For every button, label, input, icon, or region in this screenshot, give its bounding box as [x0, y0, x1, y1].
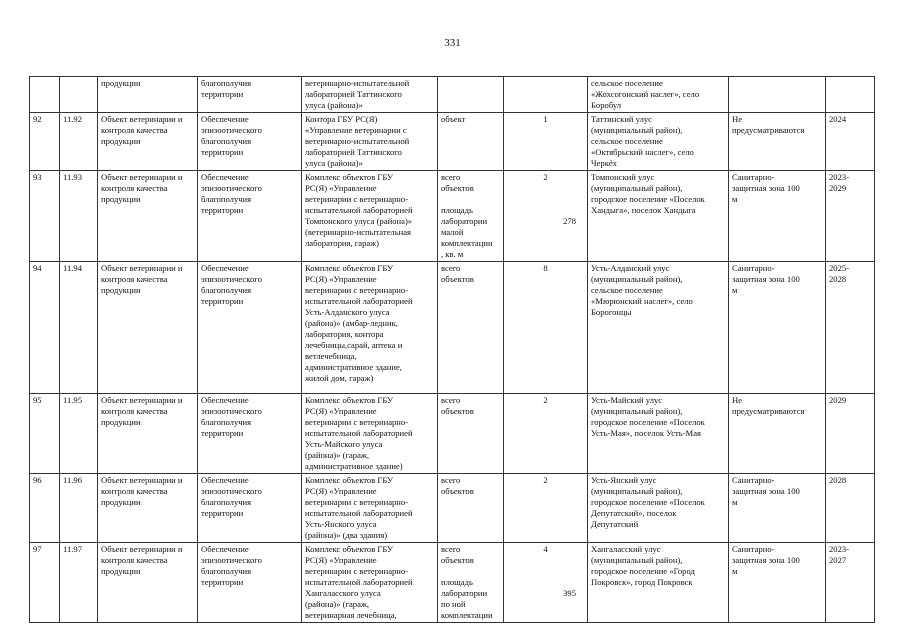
object-name-cell-text: продукции — [101, 78, 141, 88]
value-cell — [504, 262, 588, 394]
unit-bottom-text: площадь лаборатории малой комплектации , кв. м — [441, 205, 493, 259]
unit-cell — [438, 77, 504, 113]
row-number-cell — [30, 394, 60, 474]
location-cell — [588, 113, 729, 171]
row-code-cell — [60, 543, 98, 623]
value-top-text: 2 — [543, 172, 548, 182]
term-cell — [826, 171, 875, 262]
object-description-cell-text: Комплекс объектов ГБУ РС(Я) «Управление ветеринарии с ветеринарно- испытательной лабораторией Усть-Майского улуса (района)» (гараж, административное здание) — [305, 395, 413, 471]
row-code-cell — [60, 262, 98, 394]
term-cell-text: 2025- 2028 — [829, 263, 850, 284]
object-description-cell-text: Комплекс объектов ГБУ РС(Я) «Управление ветеринарии с ветеринарно- испытательной лабораторией Усть-Янского улуса (района)» (два здания) — [305, 475, 413, 540]
row-code-cell-text: 11.97 — [63, 544, 83, 554]
row-number-cell — [30, 77, 60, 113]
object-name-cell-text: Объект ветеринарии и контроля качества продукции — [101, 263, 183, 295]
object-name-cell — [98, 77, 198, 113]
object-description-cell — [302, 171, 438, 262]
page-number: 331 — [444, 37, 461, 49]
location-cell — [588, 543, 729, 623]
purpose-cell — [198, 543, 302, 623]
table-row — [30, 543, 875, 623]
object-name-cell-text: Объект ветеринарии и контроля качества продукции — [101, 395, 183, 427]
object-name-cell — [98, 113, 198, 171]
purpose-cell — [198, 262, 302, 394]
row-code-cell-text: 11.93 — [63, 172, 83, 182]
value-cell — [504, 543, 588, 623]
term-cell — [826, 113, 875, 171]
unit-top-text: всего объектов — [441, 172, 474, 193]
purpose-cell-text: Обеспечение эпизоотического благополучия территории — [201, 172, 262, 215]
unit-bottom-text: площадь лаборатории по ной комплектации — [441, 577, 493, 620]
location-cell-text: Усть-Янский улус (муниципальный район), городское поселение «Поселок Депутатский», поселок Депутатский — [591, 475, 705, 529]
value-top-text: 2 — [543, 395, 548, 405]
protection-zone-cell-text: Санитарно- защитная зона 100 м — [732, 544, 800, 576]
location-cell — [588, 171, 729, 262]
row-number-cell-text: 92 — [33, 114, 42, 124]
protection-zone-cell — [729, 262, 826, 394]
row-code-cell — [60, 171, 98, 262]
unit-top-text: всего объектов — [441, 263, 474, 284]
table-row — [30, 262, 875, 394]
purpose-cell-text: благополучия территории — [201, 78, 252, 99]
row-number-cell-text: 97 — [33, 544, 42, 554]
location-cell-text: Усть-Майский улус (муниципальный район), городское поселение «Поселок Усть-Мая», поселок Усть-Мая — [591, 395, 705, 438]
row-code-cell — [60, 113, 98, 171]
unit-cell — [438, 262, 504, 394]
purpose-cell — [198, 474, 302, 543]
location-cell-text: Хангаласский улус (муниципальный район), городское поселение «Город Покровск», город Покровск — [591, 544, 695, 587]
unit-cell — [438, 394, 504, 474]
unit-gap — [441, 78, 500, 89]
object-name-cell — [98, 474, 198, 543]
protection-zone-cell-text: Санитарно- защитная зона 100 м — [732, 172, 800, 204]
object-description-cell — [302, 474, 438, 543]
object-name-cell — [98, 171, 198, 262]
purpose-cell-text: Обеспечение эпизоотического благополучия территории — [201, 395, 262, 438]
purpose-cell — [198, 171, 302, 262]
table-row — [30, 171, 875, 262]
purpose-cell-text: Обеспечение эпизоотического благополучия территории — [201, 263, 262, 306]
term-cell-text: 2029 — [829, 395, 847, 405]
purpose-cell — [198, 77, 302, 113]
term-cell-text: 2023- 2027 — [829, 544, 850, 565]
row-number-cell-text: 96 — [33, 475, 42, 485]
table-body — [30, 77, 875, 623]
location-cell — [588, 262, 729, 394]
row-number-cell — [30, 171, 60, 262]
unit-top-text: всего объектов — [441, 395, 474, 416]
object-description-cell-text: ветеринарно-испытательной лабораторией Таттинского улуса (района)» — [305, 78, 410, 110]
object-description-cell — [302, 543, 438, 623]
purpose-cell-text: Обеспечение эпизоотического благополучия территории — [201, 114, 262, 157]
term-cell-text: 2023- 2029 — [829, 172, 850, 193]
row-code-cell-text: 11.95 — [63, 395, 83, 405]
object-description-cell-text: Контора ГБУ РС(Я) «Управление ветеринарии с ветеринарно-испытательной лабораторией Таттинского улуса (района)» — [305, 114, 410, 168]
unit-cell — [438, 171, 504, 262]
purpose-cell — [198, 394, 302, 474]
object-name-cell — [98, 543, 198, 623]
row-code-cell-text: 11.96 — [63, 475, 83, 485]
protection-zone-cell — [729, 113, 826, 171]
value-cell — [504, 474, 588, 543]
purpose-cell-text: Обеспечение эпизоотического благополучия территории — [201, 475, 262, 518]
location-cell-text: сельское поселение «Жохсогонский наслег», село Боробул — [591, 78, 700, 110]
location-cell-text: Таттинский улус (муниципальный район), сельское поселение «Октябрьский наслег», село Черкёх — [591, 114, 694, 168]
unit-top-text: всего объектов — [441, 544, 474, 565]
row-code-cell-text: 11.92 — [63, 114, 83, 124]
unit-cell — [438, 543, 504, 623]
object-name-cell-text: Объект ветеринарии и контроля качества продукции — [101, 544, 183, 576]
term-cell — [826, 77, 875, 113]
protection-zone-cell — [729, 474, 826, 543]
protection-zone-cell — [729, 543, 826, 623]
value-top-text: 1 — [543, 114, 548, 124]
term-cell — [826, 474, 875, 543]
row-number-cell-text: 94 — [33, 263, 42, 273]
table-row — [30, 474, 875, 543]
row-number-cell-text: 93 — [33, 172, 42, 182]
row-code-cell — [60, 474, 98, 543]
object-description-cell — [302, 262, 438, 394]
object-description-cell — [302, 113, 438, 171]
unit-gap — [441, 125, 500, 136]
protection-zone-cell — [729, 77, 826, 113]
value-bottom-text: 278 — [563, 216, 576, 226]
unit-cell — [438, 113, 504, 171]
term-cell — [826, 394, 875, 474]
unit-gap — [441, 566, 500, 577]
value-top-text: 2 — [543, 475, 548, 485]
location-cell — [588, 474, 729, 543]
value-gap — [507, 274, 584, 307]
unit-gap — [441, 417, 500, 428]
value-cell — [504, 77, 588, 113]
protection-zone-cell-text: Не предусматриваются — [732, 395, 805, 416]
value-gap — [507, 486, 584, 519]
row-number-cell-text: 95 — [33, 395, 42, 405]
object-description-cell-text: Комплекс объектов ГБУ РС(Я) «Управление ветеринарии с ветеринарно- испытательной лабораторией Томпонского улуса (района)» (ветеринарно-испытательная лаборатория, гараж) — [305, 172, 413, 248]
value-bottom-text: 395 — [563, 588, 576, 598]
object-name-cell-text: Объект ветеринарии и контроля качества продукции — [101, 475, 183, 507]
location-cell — [588, 77, 729, 113]
protection-zone-cell — [729, 394, 826, 474]
unit-gap — [441, 194, 500, 205]
term-cell-text: 2024 — [829, 114, 847, 124]
objects-table — [29, 76, 875, 623]
term-cell — [826, 262, 875, 394]
term-cell-text: 2028 — [829, 475, 847, 485]
row-number-cell — [30, 474, 60, 543]
purpose-cell-text: Обеспечение эпизоотического благополучия территории — [201, 544, 262, 587]
value-top-text: 4 — [543, 544, 548, 554]
object-description-cell-text: Комплекс объектов ГБУ РС(Я) «Управление ветеринарии с ветеринарно- испытательной лабораторией Усть-Алданского улуса (района)» (амбар-ледник, лаборатория, контора лечебницы,сарай, аптека и ветлечебница, административное здание, жилой дом, гараж) — [305, 263, 413, 383]
protection-zone-cell-text: Санитарно- защитная зона 100 м — [732, 263, 800, 295]
value-cell — [504, 394, 588, 474]
value-top-text: 8 — [543, 263, 548, 273]
unit-gap — [441, 285, 500, 296]
row-number-cell — [30, 113, 60, 171]
protection-zone-cell-text: Санитарно- защитная зона 100 м — [732, 475, 800, 507]
location-cell-text: Томпонский улус (муниципальный район), городское поселение «Поселок Хандыга», поселок Хандыга — [591, 172, 705, 215]
value-gap — [507, 406, 584, 439]
row-code-cell-text: 11.94 — [63, 263, 83, 273]
table-row — [30, 113, 875, 171]
row-code-cell — [60, 394, 98, 474]
unit-gap — [441, 497, 500, 508]
table-row — [30, 394, 875, 474]
object-name-cell — [98, 394, 198, 474]
row-code-cell — [60, 77, 98, 113]
protection-zone-cell — [729, 171, 826, 262]
unit-top-text: объект — [441, 114, 466, 124]
row-number-cell — [30, 262, 60, 394]
object-description-cell-text: Комплекс объектов ГБУ РС(Я) «Управление ветеринарии с ветеринарно- испытательной лабораторией Хангаласского улуса (района)» (гараж, ветеринарная лечебница, — [305, 544, 413, 620]
object-name-cell-text: Объект ветеринарии и контроля качества продукции — [101, 172, 183, 204]
unit-cell — [438, 474, 504, 543]
protection-zone-cell-text: Не предусматриваются — [732, 114, 805, 135]
value-gap — [507, 183, 584, 216]
location-cell — [588, 394, 729, 474]
value-cell — [504, 113, 588, 171]
unit-top-text: всего объектов — [441, 475, 474, 496]
location-cell-text: Усть-Алданский улус (муниципальный район), сельское поселение «Мюрюнский наслег», село Борогонцы — [591, 263, 693, 317]
object-name-cell — [98, 262, 198, 394]
object-description-cell — [302, 77, 438, 113]
object-name-cell-text: Объект ветеринарии и контроля качества продукции — [101, 114, 183, 146]
value-gap — [507, 78, 584, 111]
table-row — [30, 77, 875, 113]
value-gap — [507, 125, 584, 158]
value-cell — [504, 171, 588, 262]
value-gap — [507, 555, 584, 588]
purpose-cell — [198, 113, 302, 171]
row-number-cell — [30, 543, 60, 623]
term-cell — [826, 543, 875, 623]
object-description-cell — [302, 394, 438, 474]
